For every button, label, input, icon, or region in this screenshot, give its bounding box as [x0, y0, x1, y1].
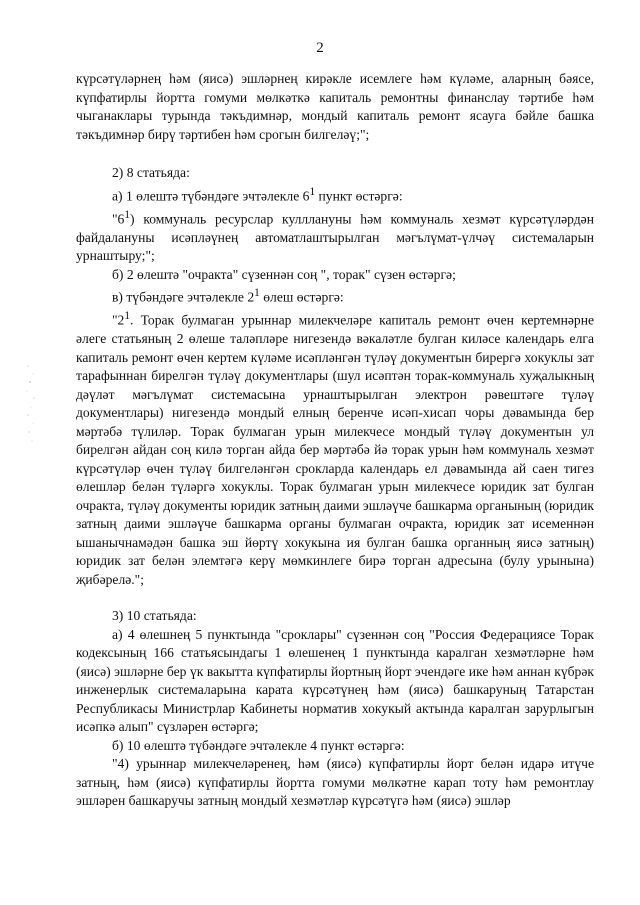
page-number: 2 — [316, 40, 324, 56]
document-body — [76, 70, 594, 811]
superscript: 1 — [309, 185, 316, 198]
paragraph-item-b: б) 2 өлештә "очракта" сүзеннән соң ", торак" сүзен өстәргә; — [112, 266, 456, 282]
paragraph-item-b-article-10: б) 10 өлештә түбәндәге эчтәлекле 4 пункт өстәргә: — [112, 737, 405, 753]
text-segment: в) түбәндәге эчтәлекле 2 — [112, 289, 255, 305]
paragraph-item-v — [76, 284, 594, 307]
paragraph-article-10-heading: 3) 10 статьяда: — [112, 608, 197, 624]
text-segment: . Торак булмаган урыннар милекчеләре капиталь ремонт өчен кертемнәрне әлеге статьяның 2 өлеше таләпләре нигезендә вәкаләтле булган киләсе календарь елга капиталь ремонт өчен кертем күләме исәпләнгән түләү документын бирергә хокуклы зат тарафыннан бирелгән түләү документлары (шул исәптән торак-коммуналь хуҗалыкның дәүләт мәгълүмат системасына урнаштырылган электрон рәвештәге түләү документлары) нигезендә мондый елның беренче исәп-хисап чоры дәвамында бер мәртәбә түлиләр. Торак булмаган урын милекчесе мондый түләү документын ул бирелгән айдан соң килә торган айда бер мәртәбә йә торак урын һәм коммуналь хезмәт күрсәтүләр өчен түләү билгеләнгән срокларда календарь ел дәвамында ай саен тигез өлешләр белән түләргә хокуклы. Торак булмаган урын милекчесе юридик зат булган очракта, түләү документы юридик затның даими эшләүче башкарма органының (юридик затның даими эшләүче башкарма органы булмаган очракта, юридик зат исеменнән ышанычнамәдән башка эш йөртү хокукына ия булган башка органның яисә затның) юридик зат белән элемтәгә керү мөмкинлеге бирә торган адресына (булу урынына) җибәрелә."; — [76, 312, 594, 587]
superscript: 1 — [254, 287, 260, 300]
paragraph-item-a — [76, 183, 594, 206]
text-segment: өлеш өстәргә: — [259, 289, 344, 305]
superscript: 1 — [124, 208, 131, 221]
paragraph-continuation: күрсәтүләрнең һәм (яисә) эшләрнең кирәкле исемлеге һәм күләме, аларның бәясе, күпфатирлы йортта гомуми мөлкәткә капиталь ремонтны финанслау тәртибе һәм чыганаклары турында тәкъдимнәр, мондый капиталь ремонт ясауга бәйле башка тәкъдимнәр бирү тәртибен һәм срогын билгеләү;"; — [76, 71, 594, 142]
paragraph-clause-2-1 — [76, 307, 594, 589]
text-segment: пункт өстәргә: — [315, 188, 403, 204]
paragraph-item-a-article-10: а) 4 өлешнең 5 пунктында "сроклары" сүзеннән соң "Россия Федерациясе Торак кодексының 166 статьясындагы 1 өлешенең 1 пунктында каралган хезмәтләрне һәм (яисә) эшләрне бер үк вакытта күпфатирлы йортның йорт эчендәге ике һәм аннан күбрәк инженерлык системаларына карата күрсәтүнең һәм (яисә) башкаруның Татарстан Республикасы Министрлар Кабинеты норматив хокукый актында каралган зарурлыгын исәпкә алып" сүзләрен өстәргә; — [76, 626, 594, 735]
scan-artifact — [24, 360, 38, 450]
paragraph-article-8-heading: 2) 8 статьяда: — [112, 165, 190, 180]
superscript: 1 — [124, 310, 131, 323]
text-segment: а) 1 өлештә түбәндәге эчтәлекле 6 — [112, 188, 310, 204]
paragraph-clause-6-1 — [76, 206, 594, 266]
text-segment: ) коммуналь ресурслар кулллануны һәм коммуналь хезмәт күрсәтүләрдән файдалануны исәпләүнең автоматлаштырылган мәгълүмат-үлчәү системаларын урнаштыру;"; — [76, 211, 594, 264]
paragraph-clause-4: "4) урыннар милекчеләренең, һәм (яисә) күпфатирлы йорт белән идарә итүче затның, һәм (яисә) күпфатирлы йортта гомуми мөлкәтне карап тоту һәм ремонтлау эшләрен башкаручы затның мондый хезмәтләр күрсәтүгә һәм (яисә) эшләр — [76, 756, 594, 809]
text-segment: "2 — [112, 312, 125, 328]
text-segment: "6 — [112, 211, 125, 227]
